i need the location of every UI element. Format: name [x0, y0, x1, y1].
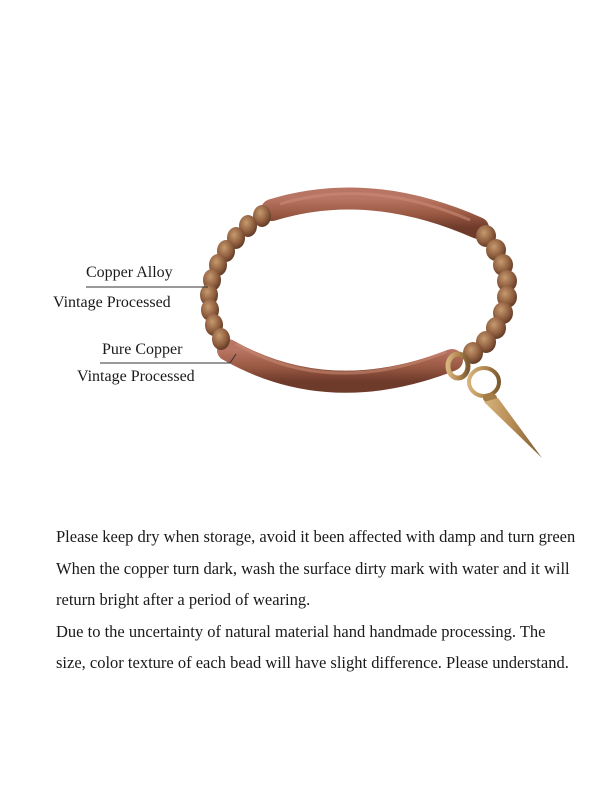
right-bead-strand	[463, 225, 517, 364]
care-note-dry: Please keep dry when storage, avoid it been affected with damp and turn green	[56, 527, 576, 546]
care-instructions	[56, 521, 576, 679]
copper-alloy-label: Copper Alloy	[86, 264, 173, 281]
bottom-copper-tube	[228, 350, 452, 382]
pure-copper-sublabel: Vintage Processed	[77, 368, 195, 385]
care-note-variation: Due to the uncertainty of natural material hand handmade processing. The size, color texture of each bead will have slight difference. Please understand.	[56, 621, 569, 672]
care-note-clean: When the copper turn dark, wash the surface dirty mark with water and it will return bright after a period of wearing.	[56, 558, 570, 609]
spike-charm	[448, 354, 542, 458]
left-bead-strand	[200, 205, 271, 350]
copper-alloy-sublabel: Vintage Processed	[53, 294, 171, 311]
top-copper-tube	[272, 198, 478, 228]
pure-copper-label: Pure Copper	[102, 341, 183, 358]
